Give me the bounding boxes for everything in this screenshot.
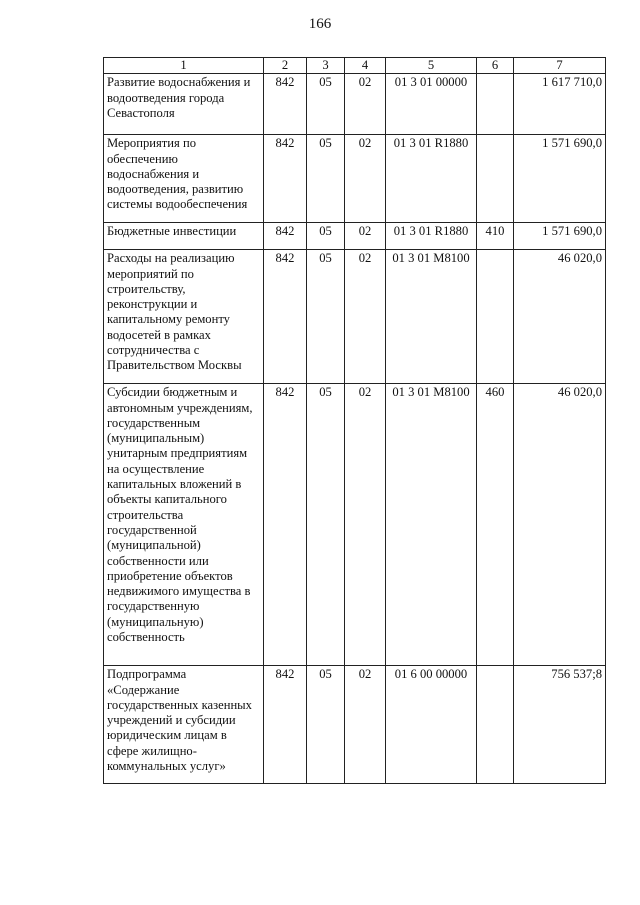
column-header-7: 7: [514, 58, 606, 74]
row-section: 05: [307, 135, 345, 223]
row-subsection: 02: [345, 666, 386, 784]
header-row: [104, 58, 606, 74]
row-amount: 46 020,0: [514, 384, 606, 666]
column-header-2: 2: [264, 58, 307, 74]
row-subsection: 02: [345, 250, 386, 384]
row-expense-type: 460: [477, 384, 514, 666]
row-amount: 1 617 710,0: [514, 74, 606, 135]
row-target: 01 3 01 M8100: [386, 384, 477, 666]
row-code: 842: [264, 135, 307, 223]
row-name: Мероприятия по обеспечению водоснабжения и водоотведения, развитию системы водообеспечения: [104, 135, 264, 223]
budget-table: [103, 57, 606, 784]
row-section: 05: [307, 250, 345, 384]
row-target: 01 3 01 R1880: [386, 135, 477, 223]
column-header-5: 5: [386, 58, 477, 74]
row-target: 01 6 00 00000: [386, 666, 477, 784]
row-code: 842: [264, 666, 307, 784]
row-name: Развитие водоснабжения и водоотведения города Севастополя: [104, 74, 264, 135]
row-code: 842: [264, 223, 307, 250]
table-row: [104, 223, 606, 250]
row-amount: 756 537;8: [514, 666, 606, 784]
row-code: 842: [264, 384, 307, 666]
table-row: [104, 74, 606, 135]
row-subsection: 02: [345, 223, 386, 250]
table-row: [104, 135, 606, 223]
row-expense-type: [477, 666, 514, 784]
row-subsection: 02: [345, 135, 386, 223]
row-section: 05: [307, 666, 345, 784]
row-name: Подпрограмма «Содержание государственных казенных учреждений и субсидии юридическим лицам в сфере жилищно-коммунальных услуг»: [104, 666, 264, 784]
column-header-1: 1: [104, 58, 264, 74]
row-name: Субсидии бюджетным и автономным учреждениям, государственным (муниципальным) унитарным предприятиям на осуществление капитальных вложений в объекты капитального строительства государственной (муниципальной) собственности или приобретение объектов недвижимого имущества в государственную (муниципальную) собственность: [104, 384, 264, 666]
row-target: 01 3 01 00000: [386, 74, 477, 135]
row-name: Расходы на реализацию мероприятий по строительству, реконструкции и капитальному ремонту водосетей в рамках сотрудничества с Правительством Москвы: [104, 250, 264, 384]
row-code: 842: [264, 250, 307, 384]
row-amount: 1 571 690,0: [514, 135, 606, 223]
column-header-3: 3: [307, 58, 345, 74]
table-row: [104, 250, 606, 384]
table-row: [104, 666, 606, 784]
row-expense-type: 410: [477, 223, 514, 250]
row-section: 05: [307, 74, 345, 135]
row-target: 01 3 01 R1880: [386, 223, 477, 250]
row-subsection: 02: [345, 384, 386, 666]
row-expense-type: [477, 250, 514, 384]
row-amount: 1 571 690,0: [514, 223, 606, 250]
row-name: Бюджетные инвестиции: [104, 223, 264, 250]
row-section: 05: [307, 384, 345, 666]
row-expense-type: [477, 135, 514, 223]
row-section: 05: [307, 223, 345, 250]
row-amount: 46 020,0: [514, 250, 606, 384]
row-expense-type: [477, 74, 514, 135]
row-subsection: 02: [345, 74, 386, 135]
row-target: 01 3 01 M8100: [386, 250, 477, 384]
column-header-4: 4: [345, 58, 386, 74]
row-code: 842: [264, 74, 307, 135]
column-header-6: 6: [477, 58, 514, 74]
page-number: 166: [308, 16, 332, 32]
table-row: [104, 384, 606, 666]
